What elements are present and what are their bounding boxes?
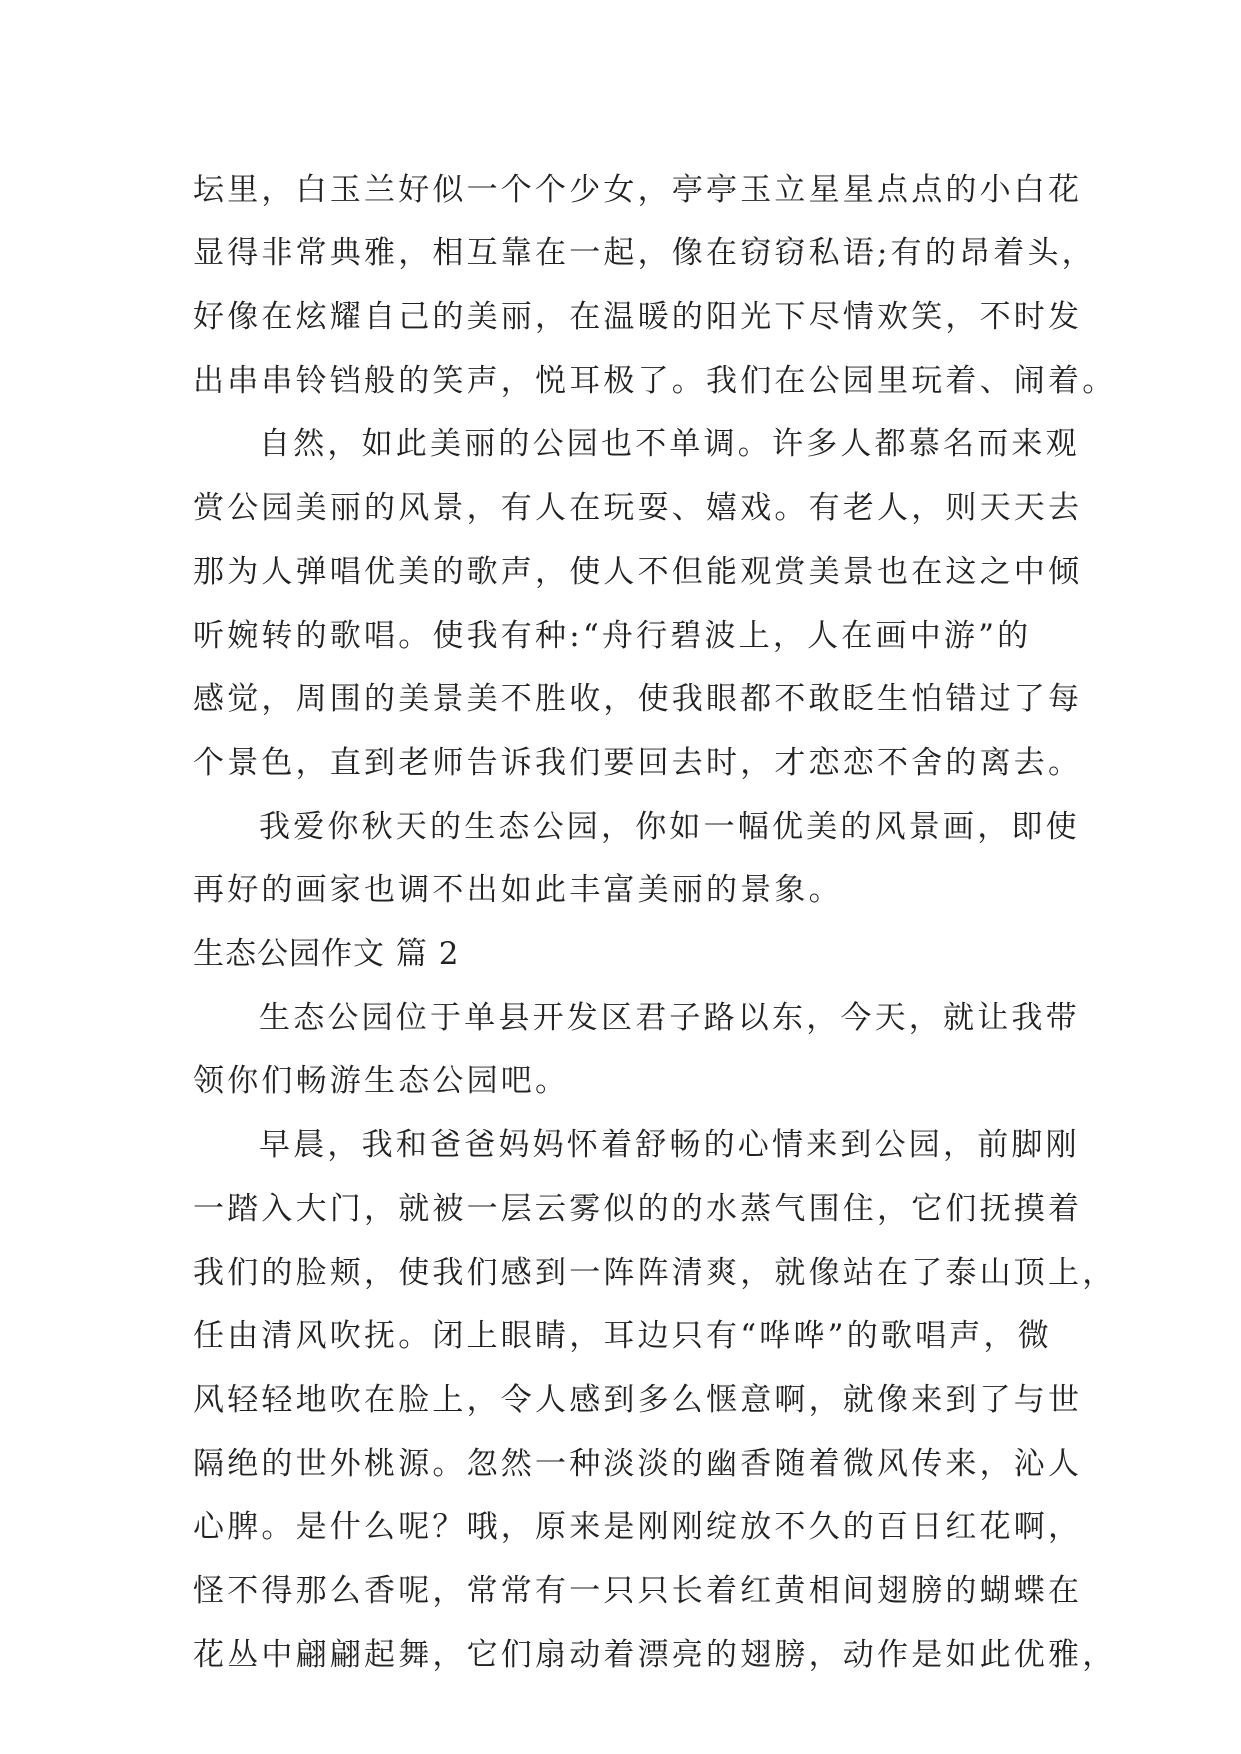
text-line: 心脾。是什么呢？哦，原来是刚刚绽放不久的百日红花啊， [193, 1509, 1083, 1545]
text-line: 隔绝的世外桃源。忽然一种淡淡的幽香随着微风传来，沁人 [193, 1446, 1083, 1482]
text-line: 怪不得那么香呢，常常有一只只长着红黄相间翅膀的蝴蝶在 [193, 1573, 1083, 1609]
text-line: 坛里，白玉兰好似一个个少女，亭亭玉立星星点点的小白花 [193, 172, 1083, 208]
text-line: 那为人弹唱优美的歌声，使人不但能观赏美景也在这之中倾 [193, 554, 1083, 590]
text-line: 赏公园美丽的风景，有人在玩耍、嬉戏。有老人，则天天去 [193, 490, 1083, 526]
text-line: 任由清风吹抚。闭上眼睛，耳边只有“哗哗”的歌唱声，微 [193, 1318, 1052, 1354]
text-line: 一踏入大门，就被一层云雾似的的水蒸气围住，它们抚摸着 [193, 1191, 1083, 1227]
paragraph-first-line: 我爱你秋天的生态公园，你如一幅优美的风景画，即使 [259, 809, 1080, 845]
text-line: 好像在炫耀自己的美丽，在温暖的阳光下尽情欢笑，不时发 [193, 299, 1083, 335]
text-line: 出串串铃铛般的笑声，悦耳极了。我们在公园里玩着、闹着。 [193, 363, 1117, 399]
paragraph-first-line: 早晨，我和爸爸妈妈怀着舒畅的心情来到公园，前脚刚 [259, 1127, 1080, 1163]
text-line: 听婉转的歌唱。使我有种:“舟行碧波上，人在画中游”的 [193, 618, 1032, 654]
text-line: 再好的画家也调不出如此丰富美丽的景象。 [193, 872, 843, 908]
text-line: 风轻轻地吹在脸上，令人感到多么惬意啊，就像来到了与世 [193, 1382, 1083, 1418]
text-line: 感觉，周围的美景美不胜收，使我眼都不敢眨生怕错过了每 [193, 681, 1083, 717]
text-line: 我们的脸颊，使我们感到一阵阵清爽，就像站在了泰山顶上， [193, 1255, 1117, 1291]
text-line: 领你们畅游生态公园吧。 [193, 1063, 570, 1099]
text-line: 花丛中翩翩起舞，它们扇动着漂亮的翅膀，动作是如此优雅， [193, 1637, 1117, 1673]
section-heading: 生态公园作文 篇 2 [193, 936, 460, 972]
text-line: 显得非常典雅，相互靠在一起，像在窃窃私语;有的昂着头， [193, 235, 1096, 271]
text-line: 个景色，直到老师告诉我们要回去时，才恋恋不舍的离去。 [193, 745, 1083, 781]
paragraph-first-line: 生态公园位于单县开发区君子路以东，今天，就让我带 [259, 1000, 1080, 1036]
paragraph-first-line: 自然，如此美丽的公园也不单调。许多人都慕名而来观 [259, 426, 1080, 462]
